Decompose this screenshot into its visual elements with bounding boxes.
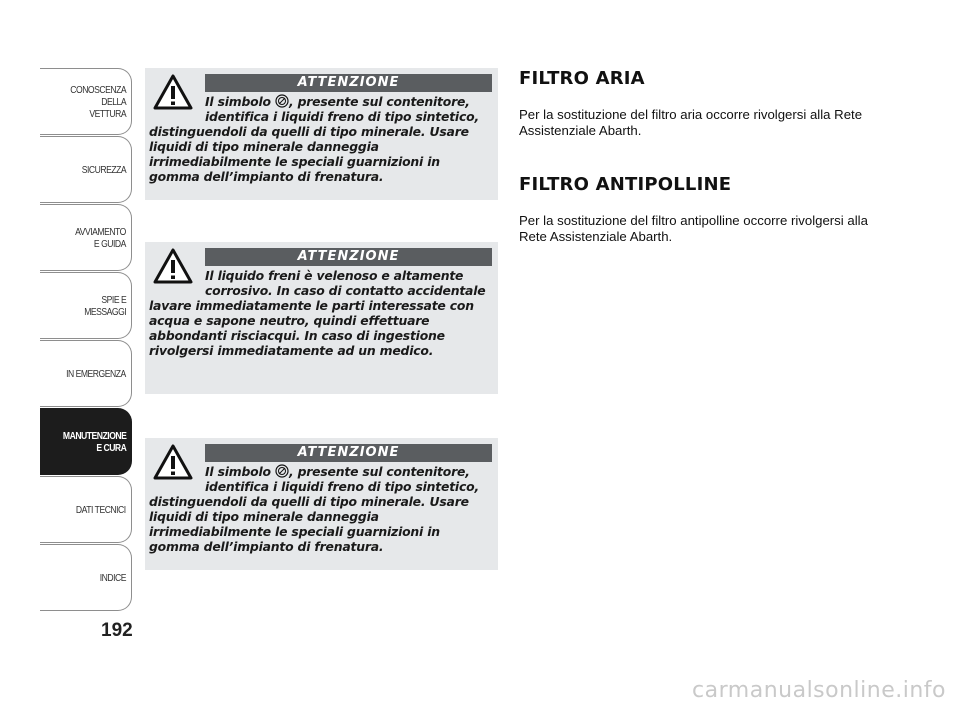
tab-sicurezza[interactable]	[40, 136, 132, 203]
section-heading-filtro-antipolline: FILTRO ANTIPOLLINE	[519, 174, 732, 195]
section-body-filtro-aria: Per la sostituzione del filtro aria occorre rivolgersi alla Rete Assistenziale Abarth.	[519, 107, 863, 138]
warning-title: ATTENZIONE	[205, 74, 492, 92]
tab-label: AVVIAMENTO E GUIDA	[75, 225, 126, 250]
warning-title: ATTENZIONE	[205, 248, 492, 266]
tab-label: MANUTENZIONE E CURA	[62, 429, 126, 454]
tab-manutenzione-e-cura[interactable]	[40, 408, 132, 475]
warning-triangle-icon	[153, 444, 193, 480]
warning-text: Il simbolo , presente sul contenitore, identifica i liquidi freno di tipo sintetico, distinguendoli da quelli di tipo minerale. Usare liquidi di tipo minerale danneggia irrimediabilmente le speciali guarnizioni in gomma dell’impianto di frenatura.	[149, 464, 479, 554]
warning-box	[145, 68, 498, 200]
tab-in-emergenza[interactable]	[40, 340, 132, 407]
tab-label: INDICE	[99, 571, 126, 584]
warning-box	[145, 242, 498, 394]
tab-label: IN EMERGENZA	[66, 367, 126, 380]
chapter-tabs	[40, 68, 134, 612]
tab-avviamento-e-guida[interactable]	[40, 204, 132, 271]
warning-text: Il simbolo , presente sul contenitore, identifica i liquidi freno di tipo sintetico, distinguendoli da quelli di tipo minerale. Usare liquidi di tipo minerale danneggia irrimediabilmente le speciali guarnizioni in gomma dell’impianto di frenatura.	[149, 94, 479, 184]
tab-label: CONOSCENZA DELLA VETTURA	[70, 83, 126, 120]
tab-dati-tecnici[interactable]	[40, 476, 132, 543]
tab-spie-e-messaggi[interactable]	[40, 272, 132, 339]
tab-label: SICUREZZA	[81, 163, 126, 176]
warning-triangle-icon	[153, 248, 193, 284]
synthetic-brake-fluid-symbol-icon	[275, 464, 289, 478]
tab-indice[interactable]	[40, 544, 132, 611]
tab-label: SPIE E MESSAGGI	[84, 293, 126, 318]
warning-text: Il liquido freni è velenoso e altamente corrosivo. In caso di contatto accidentale lavare immediatamente le parti interessate con acqua e sapone neutro, quindi effettuare abbondanti risciacqui. In caso di ingestione rivolgersi immediatamente ad un medico.	[149, 268, 486, 358]
tab-label: DATI TECNICI	[76, 503, 126, 516]
warning-box	[145, 438, 498, 570]
tab-conoscenza-della-vettura[interactable]	[40, 68, 132, 135]
section-body-filtro-antipolline: Per la sostituzione del filtro antipolline occorre rivolgersi alla Rete Assistenziale Abarth.	[519, 213, 868, 244]
section-heading-filtro-aria: FILTRO ARIA	[519, 68, 645, 89]
warning-title: ATTENZIONE	[205, 444, 492, 462]
warning-triangle-icon	[153, 74, 193, 110]
watermark: carmanualsonline.info	[692, 678, 946, 703]
page-number: 192	[101, 620, 133, 641]
synthetic-brake-fluid-symbol-icon	[275, 94, 289, 108]
